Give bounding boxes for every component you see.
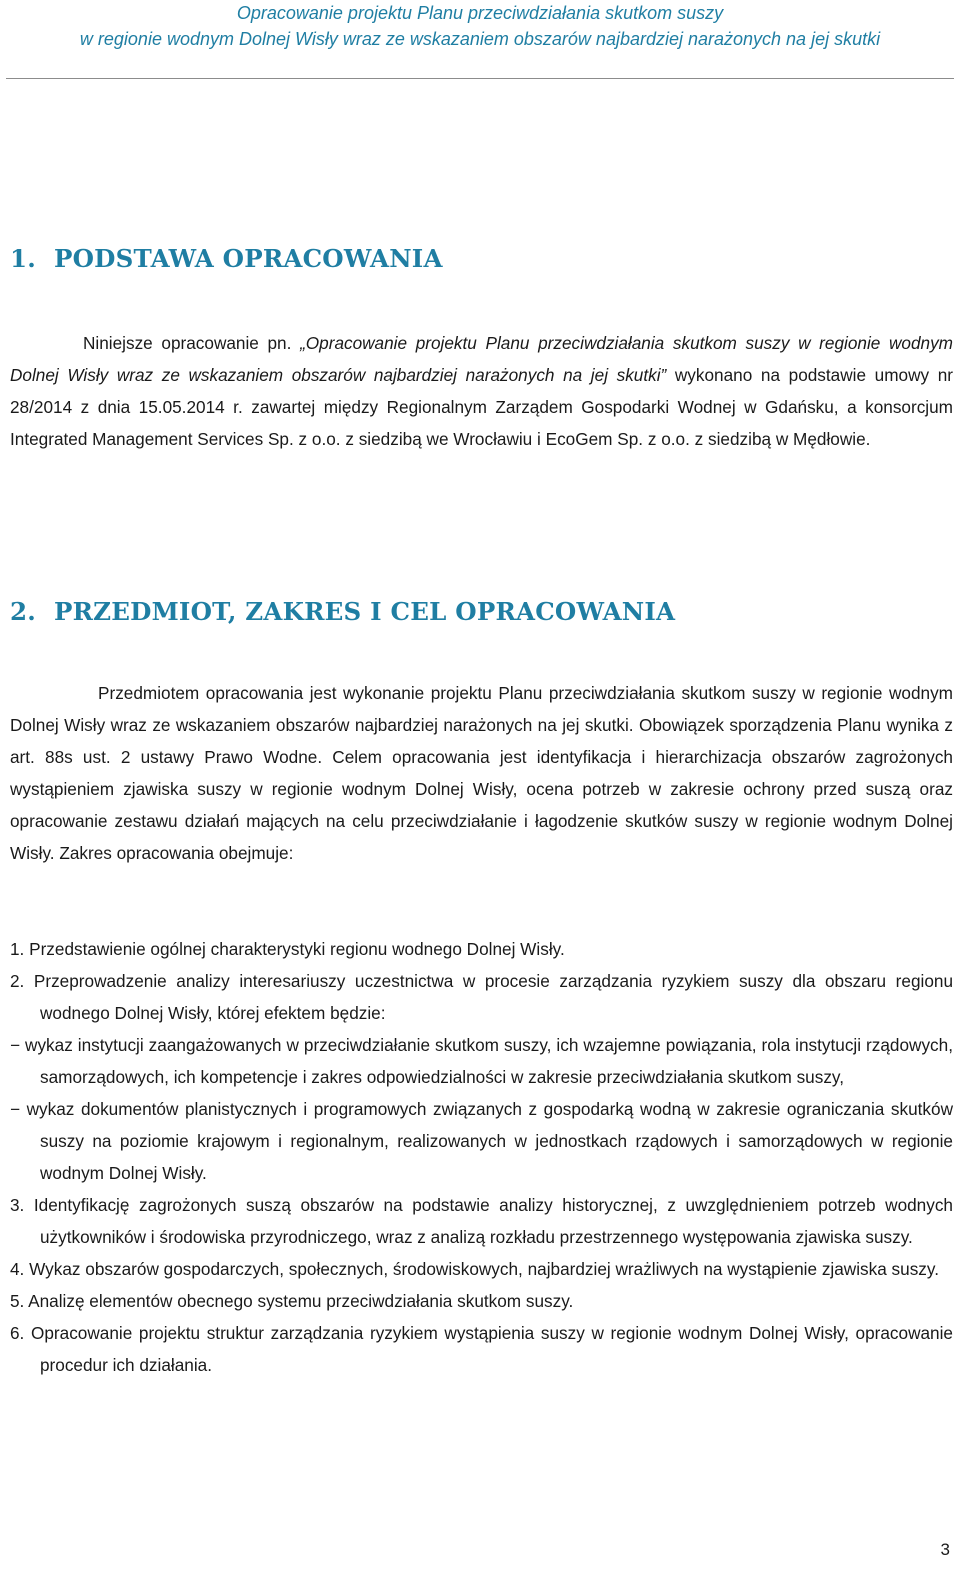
section-2-number: 2. bbox=[10, 597, 36, 626]
section-2-heading bbox=[10, 597, 675, 626]
list-item: 3. Identyfikację zagrożonych suszą obszarów na podstawie analizy historycznej, z uwzględnieniem potrzeb wodnych użytkowników i środowiska przyrodniczego, wraz z analizą rozkładu przestrzennego występowania zjawiska suszy. bbox=[10, 1195, 953, 1247]
para1-italic-title: „Opracowanie projektu Planu przeciwdziałania skutkom suszy w regionie wodnym Dolnej Wisły wraz ze wskazaniem obszarów najbardziej narażonych na jej skutki” bbox=[10, 333, 953, 385]
section-1-title: PODSTAWA OPRACOWANIA bbox=[54, 244, 443, 273]
header-divider bbox=[6, 78, 954, 79]
section-1-paragraph bbox=[10, 327, 953, 455]
section-1-heading bbox=[10, 244, 443, 273]
section-2-title: PRZEDMIOT, ZAKRES I CEL OPRACOWANIA bbox=[54, 597, 676, 626]
page-number: 3 bbox=[940, 1540, 950, 1559]
scope-list bbox=[10, 933, 953, 1381]
section-1-number: 1. bbox=[10, 244, 36, 273]
page-header bbox=[0, 0, 960, 52]
list-item: 4. Wykaz obszarów gospodarczych, społecznych, środowiskowych, najbardziej wrażliwych na wystąpienie zjawiska suszy. bbox=[10, 1259, 939, 1279]
list-item: 2. Przeprowadzenie analizy interesariuszy uczestnictwa w procesie zarządzania ryzykiem suszy dla obszaru regionu wodnego Dolnej Wisły, której efektem będzie: bbox=[10, 971, 953, 1023]
list-item: 6. Opracowanie projektu struktur zarządzania ryzykiem wystąpienia suszy w regionie wodnym Dolnej Wisły, opracowanie procedur ich działania. bbox=[10, 1323, 953, 1375]
list-item: − wykaz instytucji zaangażowanych w przeciwdziałanie skutkom suszy, ich wzajemne powiązania, rola instytucji rządowych, samorządowych, ich kompetencje i zakres odpowiedzialności w zakresie przeciwdziałania skutkom suszy, bbox=[10, 1035, 953, 1087]
header-line-1: Opracowanie projektu Planu przeciwdziałania skutkom suszy bbox=[236, 3, 724, 23]
section-2-paragraph bbox=[10, 677, 953, 869]
list-item: 1. Przedstawienie ogólnej charakterystyki regionu wodnego Dolnej Wisły. bbox=[10, 939, 565, 959]
para1-start: Niniejsze opracowanie pn. bbox=[83, 333, 301, 353]
list-item: − wykaz dokumentów planistycznych i programowych związanych z gospodarką wodną w zakresie ograniczania skutków suszy na poziomie krajowym i regionalnym, realizowanych w jednostkach rządowych i samorządowych w regionie wodnym Dolnej Wisły. bbox=[10, 1099, 953, 1183]
para1-end: wykonano na podstawie umowy nr 28/2014 z dnia 15.05.2014 r. zawartej między Regionalnym Zarządem Gospodarki Wodnej w Gdańsku, a konsorcjum Integrated Management Services Sp. z o.o. z siedzibą we Wrocławiu i EcoGem Sp. z o.o. z siedzibą w Mędłowie. bbox=[10, 365, 953, 449]
header-line-2: w regionie wodnym Dolnej Wisły wraz ze wskazaniem obszarów najbardziej narażonych na jej skutki bbox=[79, 29, 881, 49]
para2-text: Przedmiotem opracowania jest wykonanie projektu Planu przeciwdziałania skutkom suszy w regionie wodnym Dolnej Wisły wraz ze wskazaniem obszarów najbardziej narażonych na jej skutki. Obowiązek sporządzenia Planu wynika z art. 88s ust. 2 ustawy Prawo Wodne. Celem opracowania jest identyfikacja i hierarchizacja obszarów zagrożonych wystąpieniem zjawiska suszy w regionie wodnym Dolnej Wisły, ocena potrzeb w zakresie ochrony przed suszą oraz opracowanie zestawu działań mających na celu przeciwdziałanie i łagodzenie skutków suszy w regionie wodnym Dolnej Wisły. Zakres opracowania obejmuje: bbox=[10, 683, 953, 863]
list-item: 5. Analizę elementów obecnego systemu przeciwdziałania skutkom suszy. bbox=[10, 1291, 574, 1311]
